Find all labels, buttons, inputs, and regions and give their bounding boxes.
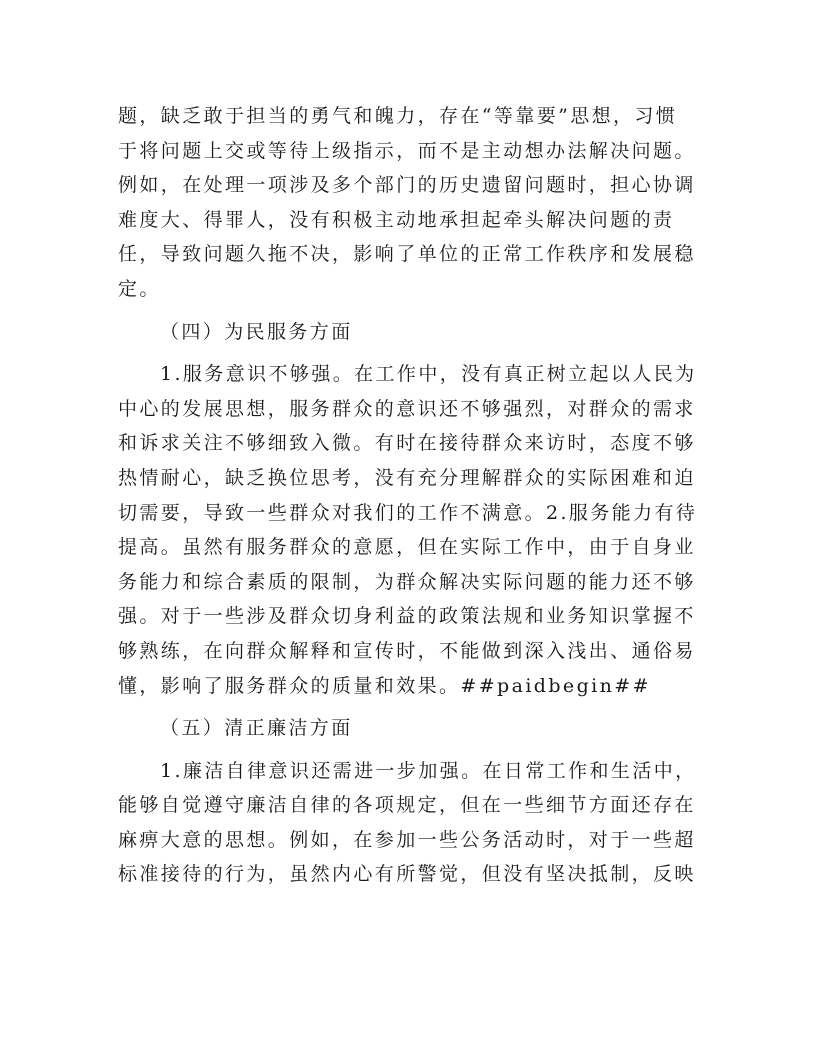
paragraph-integrity bbox=[118, 754, 696, 892]
text-line: 提高。虽然有服务群众的意愿，但在实际工作中，由于自身业 bbox=[118, 536, 696, 559]
text-line: 务能力和综合素质的限制，为群众解决实际问题的能力还不够 bbox=[118, 570, 696, 593]
text-line: 难度大、得罪人，没有积极主动地承担起牵头解决问题的责 bbox=[118, 208, 675, 231]
text-line: 任，导致问题久拖不决，影响了单位的正常工作秩序和发展稳 bbox=[118, 243, 696, 266]
text-line: 热情耐心，缺乏换位思考，没有充分理解群众的实际困难和迫 bbox=[118, 466, 696, 489]
text-line: 1.服务意识不够强。在工作中，没有真正树立起以人民为 bbox=[160, 363, 697, 386]
text-line: 强。对于一些涉及群众切身利益的政策法规和业务知识掌握不 bbox=[118, 605, 696, 628]
paragraph-accountability bbox=[118, 99, 696, 307]
text-line: 麻痹大意的思想。例如，在参加一些公务活动时，对于一些超 bbox=[118, 828, 696, 851]
text-line: 定。 bbox=[118, 277, 161, 300]
text-line: 例如，在处理一项涉及多个部门的历史遗留问题时，担心协调 bbox=[118, 174, 696, 197]
paragraph-spacer bbox=[118, 746, 696, 754]
section-heading-integrity: （五）清正廉洁方面 bbox=[160, 717, 353, 740]
paragraph-service bbox=[118, 357, 696, 703]
text-line: 懂，影响了服务群众的质量和效果。##paidbegin## bbox=[118, 674, 651, 697]
section-heading-service: （四）为民服务方面 bbox=[160, 320, 353, 343]
text-line: 题，缺乏敢于担当的勇气和魄力，存在“等靠要”思想，习惯 bbox=[118, 105, 678, 127]
text-line: 和诉求关注不够细致入微。有时在接待群众来访时，态度不够 bbox=[118, 432, 696, 455]
paragraph-spacer bbox=[118, 349, 696, 357]
text-line: 标准接待的行为，虽然内心有所警觉，但没有坚决抵制，反映 bbox=[118, 863, 696, 886]
paragraph-spacer bbox=[118, 307, 696, 315]
text-line: 能够自觉遵守廉洁自律的各项规定，但在一些细节方面还存在 bbox=[118, 794, 696, 817]
document-body bbox=[118, 99, 696, 892]
paragraph-spacer bbox=[118, 703, 696, 711]
text-line: 够熟练，在向群众解释和宣传时，不能做到深入浅出、通俗易 bbox=[118, 639, 696, 662]
text-line: 于将问题上交或等待上级指示，而不是主动想办法解决问题。 bbox=[118, 139, 696, 162]
text-line: 切需要，导致一些群众对我们的工作不满意。2.服务能力有待 bbox=[118, 501, 698, 524]
text-line: 中心的发展思想，服务群众的意识还不够强烈，对群众的需求 bbox=[118, 397, 696, 420]
text-line: 1.廉洁自律意识还需进一步加强。在日常工作和生活中， bbox=[160, 759, 697, 782]
